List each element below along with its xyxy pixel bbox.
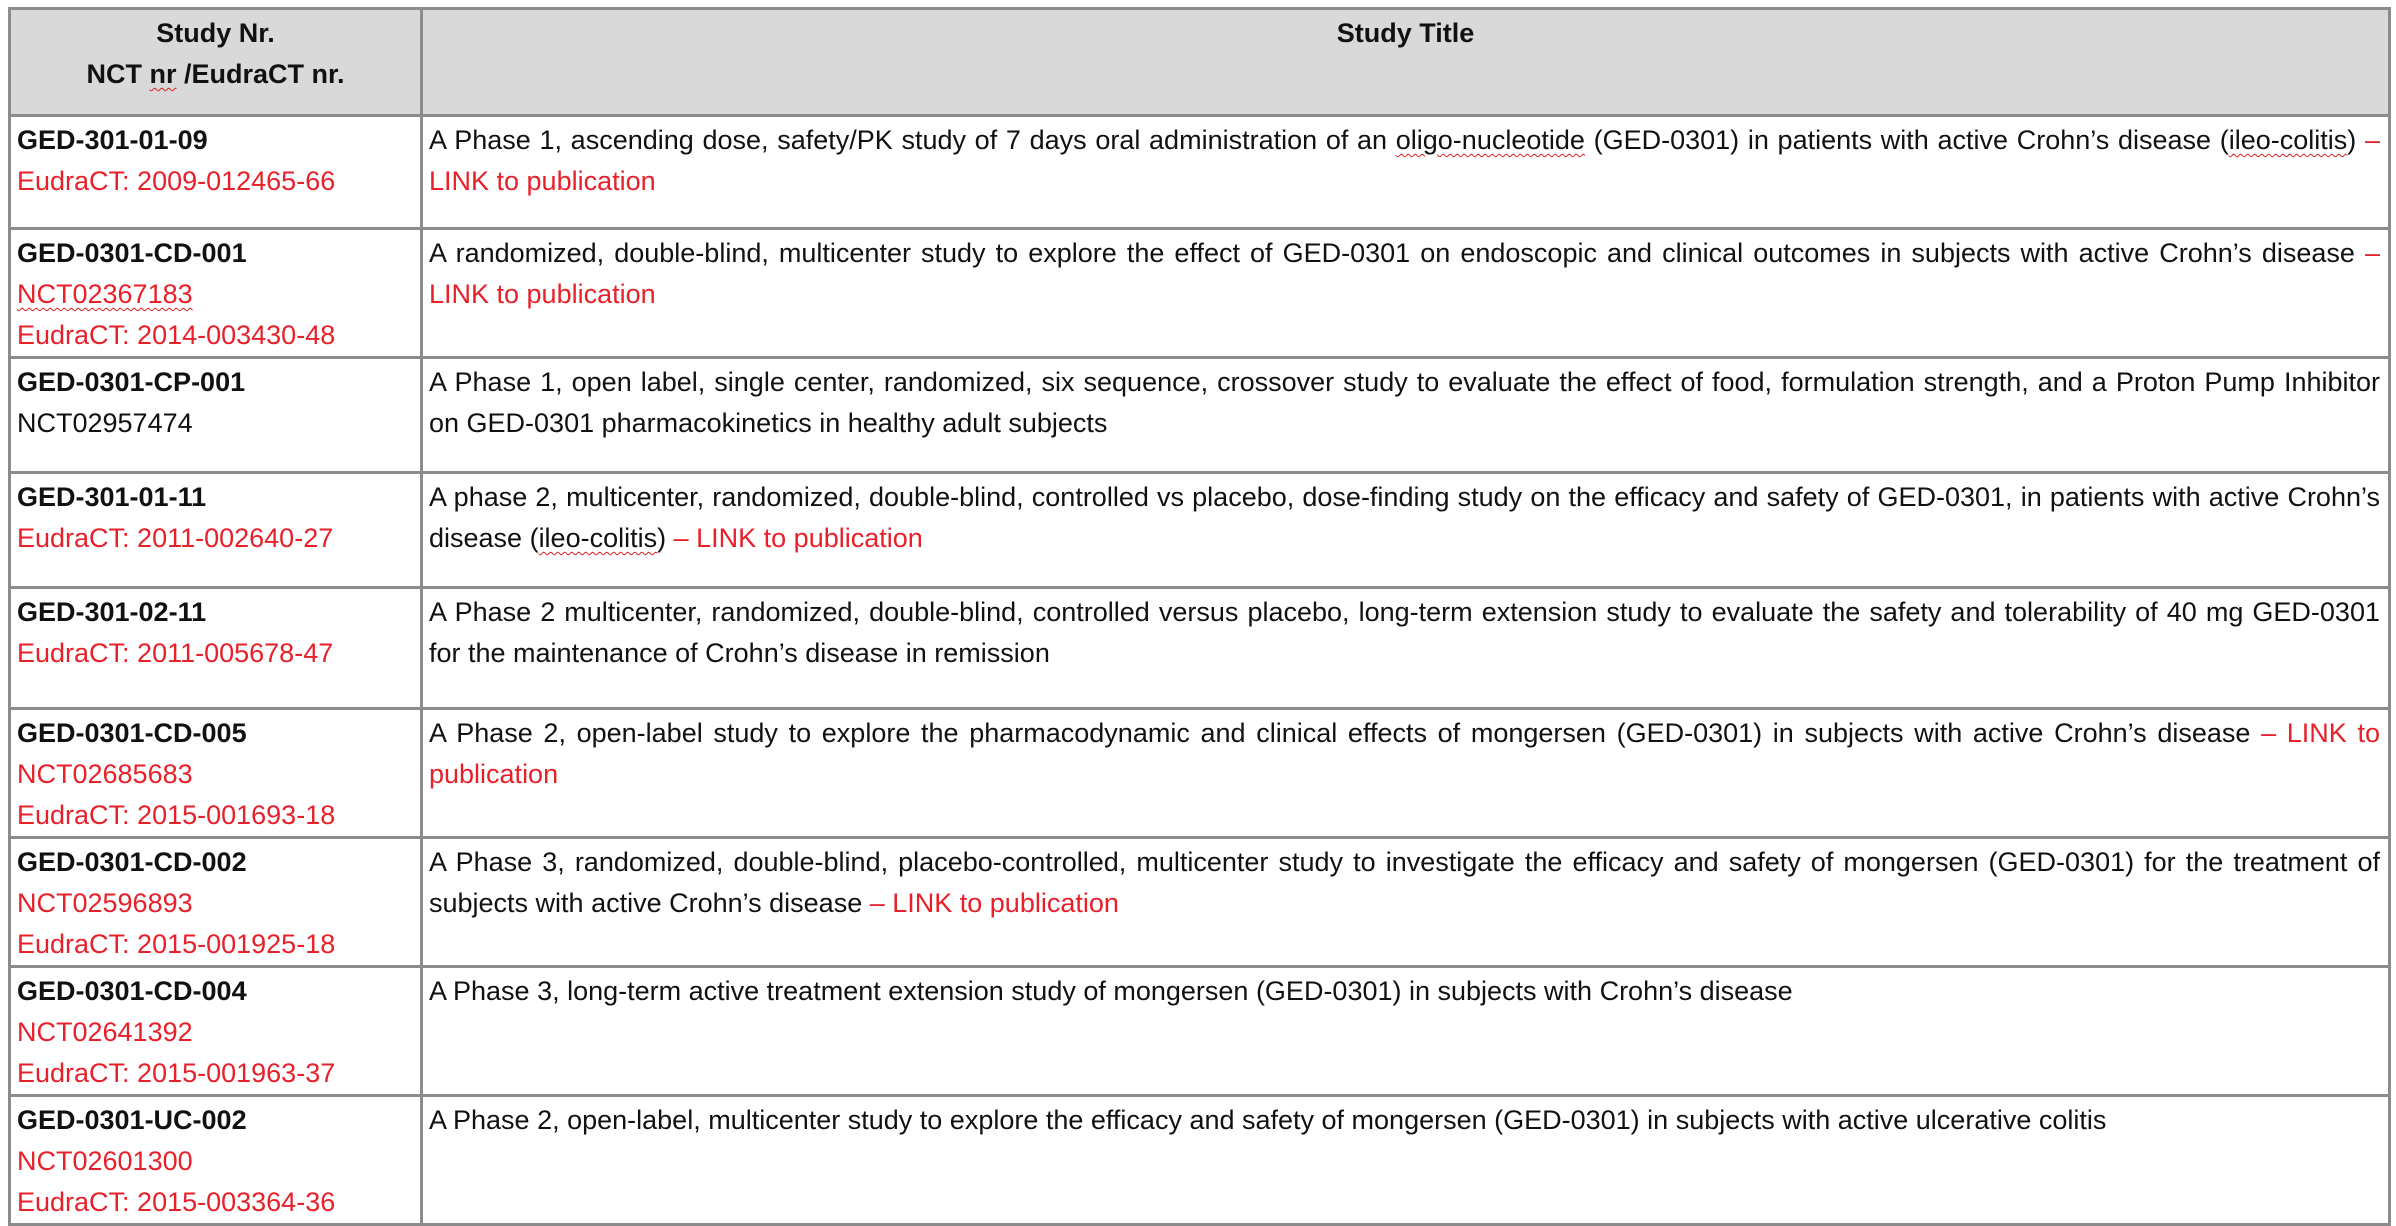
study-id-cell <box>10 967 422 1096</box>
study-title-text: A Phase 3, randomized, double-blind, placebo-controlled, multicenter study to investigate the efficacy and safety of mongersen (GED-0301) for the treatment of subjects with active Crohn’s disease <box>429 847 2380 918</box>
publication-link[interactable]: – LINK to publication <box>429 125 2380 196</box>
table-header-row <box>10 9 2390 116</box>
study-title-cell <box>422 967 2390 1096</box>
study-id-cell <box>10 838 422 967</box>
study-title-cell <box>422 229 2390 358</box>
study-title-text: A Phase 1, ascending dose, safety/PK study of 7 days oral administration of an <box>429 125 1396 155</box>
study-id-cell <box>10 1096 422 1225</box>
table-row <box>10 709 2390 838</box>
table-row <box>10 967 2390 1096</box>
table-row <box>10 473 2390 588</box>
study-title-text: A Phase 1, open label, single center, randomized, six sequence, crossover study to evaluate the effect of food, formulation strength, and a Proton Pump Inhibitor on GED-0301 pharmacokinetics in healthy adult subjects <box>429 367 2380 438</box>
nct-number: NCT02601300 <box>17 1146 193 1176</box>
table-row <box>10 116 2390 229</box>
nct-number <box>17 274 414 315</box>
header-study-nr-line2 <box>11 54 420 95</box>
study-title-cell <box>422 358 2390 473</box>
eudract-number: EudraCT: 2011-002640-27 <box>17 523 334 553</box>
study-number: GED-0301-CD-004 <box>17 976 247 1006</box>
study-title-text: A Phase 2, open-label, multicenter study to explore the efficacy and safety of mongersen (GED-0301) in subjects with active ulcerative colitis <box>429 1105 2107 1135</box>
study-number: GED-0301-CP-001 <box>17 367 246 397</box>
eudract-number: EudraCT: 2015-001925-18 <box>17 929 336 959</box>
study-title-text: A phase 2, multicenter, randomized, double-blind, controlled vs placebo, dose-finding study on the efficacy and safety of GED-0301, in patients with active Crohn’s disease ( <box>429 482 2380 553</box>
study-id-cell <box>10 229 422 358</box>
eudract-number: EudraCT: 2011-005678-47 <box>17 638 334 668</box>
header-study-title: Study Title <box>422 9 2390 116</box>
study-title-cell <box>422 1096 2390 1225</box>
nct-number-text: NCT02367183 <box>17 279 193 309</box>
study-title-text: A randomized, double-blind, multicenter study to explore the effect of GED-0301 on endoscopic and clinical outcomes in subjects with active Crohn’s disease <box>429 238 2365 268</box>
table-row <box>10 838 2390 967</box>
study-title-cell <box>422 473 2390 588</box>
eudract-number: EudraCT: 2015-001693-18 <box>17 800 336 830</box>
nct-number: NCT02685683 <box>17 759 193 789</box>
nct-number: NCT02641392 <box>17 1017 193 1047</box>
table-row <box>10 1096 2390 1225</box>
study-title-text: (GED-0301) in patients with active Crohn’s disease ( <box>1584 125 2229 155</box>
study-title-cell <box>422 116 2390 229</box>
header-eudract-text: /EudraCT nr. <box>176 59 345 89</box>
study-id-cell <box>10 709 422 838</box>
study-number: GED-301-01-09 <box>17 125 208 155</box>
table-row <box>10 588 2390 709</box>
study-number: GED-0301-CD-001 <box>17 238 247 268</box>
publication-link[interactable]: – LINK to publication <box>429 718 2380 789</box>
nct-number: NCT02957474 <box>17 408 193 438</box>
study-number: GED-0301-CD-005 <box>17 718 247 748</box>
study-id-cell <box>10 116 422 229</box>
publication-link[interactable]: – LINK to publication <box>429 238 2380 309</box>
study-title-cell <box>422 838 2390 967</box>
study-id-cell <box>10 358 422 473</box>
header-study-nr <box>10 9 422 116</box>
table-row <box>10 358 2390 473</box>
spellcheck-word: ileo-colitis <box>538 523 658 553</box>
spellcheck-word: oligo-nucleotide <box>1395 125 1585 155</box>
study-title-text: ) <box>2347 125 2365 155</box>
spellcheck-word: ileo-colitis <box>2228 125 2348 155</box>
study-number: GED-301-02-11 <box>17 597 207 627</box>
header-nct-text: NCT <box>86 59 150 89</box>
eudract-number: EudraCT: 2015-001963-37 <box>17 1058 336 1088</box>
eudract-number: EudraCT: 2015-003364-36 <box>17 1187 336 1217</box>
study-number: GED-301-01-11 <box>17 482 207 512</box>
study-title-cell <box>422 709 2390 838</box>
study-title-text: A Phase 3, long-term active treatment extension study of mongersen (GED-0301) in subjects with Crohn’s disease <box>429 976 1793 1006</box>
eudract-number: EudraCT: 2009-012465-66 <box>17 166 336 196</box>
nct-number: NCT02596893 <box>17 888 193 918</box>
header-nr-text: nr <box>149 59 177 89</box>
publication-link[interactable]: – LINK to publication <box>869 888 1119 918</box>
study-id-cell <box>10 473 422 588</box>
study-title-text: ) <box>657 523 674 553</box>
study-number: GED-0301-CD-002 <box>17 847 247 877</box>
table-row <box>10 229 2390 358</box>
publication-link[interactable]: – LINK to publication <box>673 523 923 553</box>
study-title-text: A Phase 2 multicenter, randomized, double-blind, controlled versus placebo, long-term extension study to evaluate the safety and tolerability of 40 mg GED-0301 for the maintenance of Crohn’s disease in remission <box>429 597 2380 668</box>
study-id-cell <box>10 588 422 709</box>
study-title-text: A Phase 2, open-label study to explore the pharmacodynamic and clinical effects of mongersen (GED-0301) in subjects with active Crohn’s disease <box>429 718 2262 748</box>
eudract-number: EudraCT: 2014-003430-48 <box>17 320 336 350</box>
studies-table <box>8 7 2391 1226</box>
study-title-cell <box>422 588 2390 709</box>
header-study-nr-line1: Study Nr. <box>156 18 275 48</box>
study-number: GED-0301-UC-002 <box>17 1105 247 1135</box>
